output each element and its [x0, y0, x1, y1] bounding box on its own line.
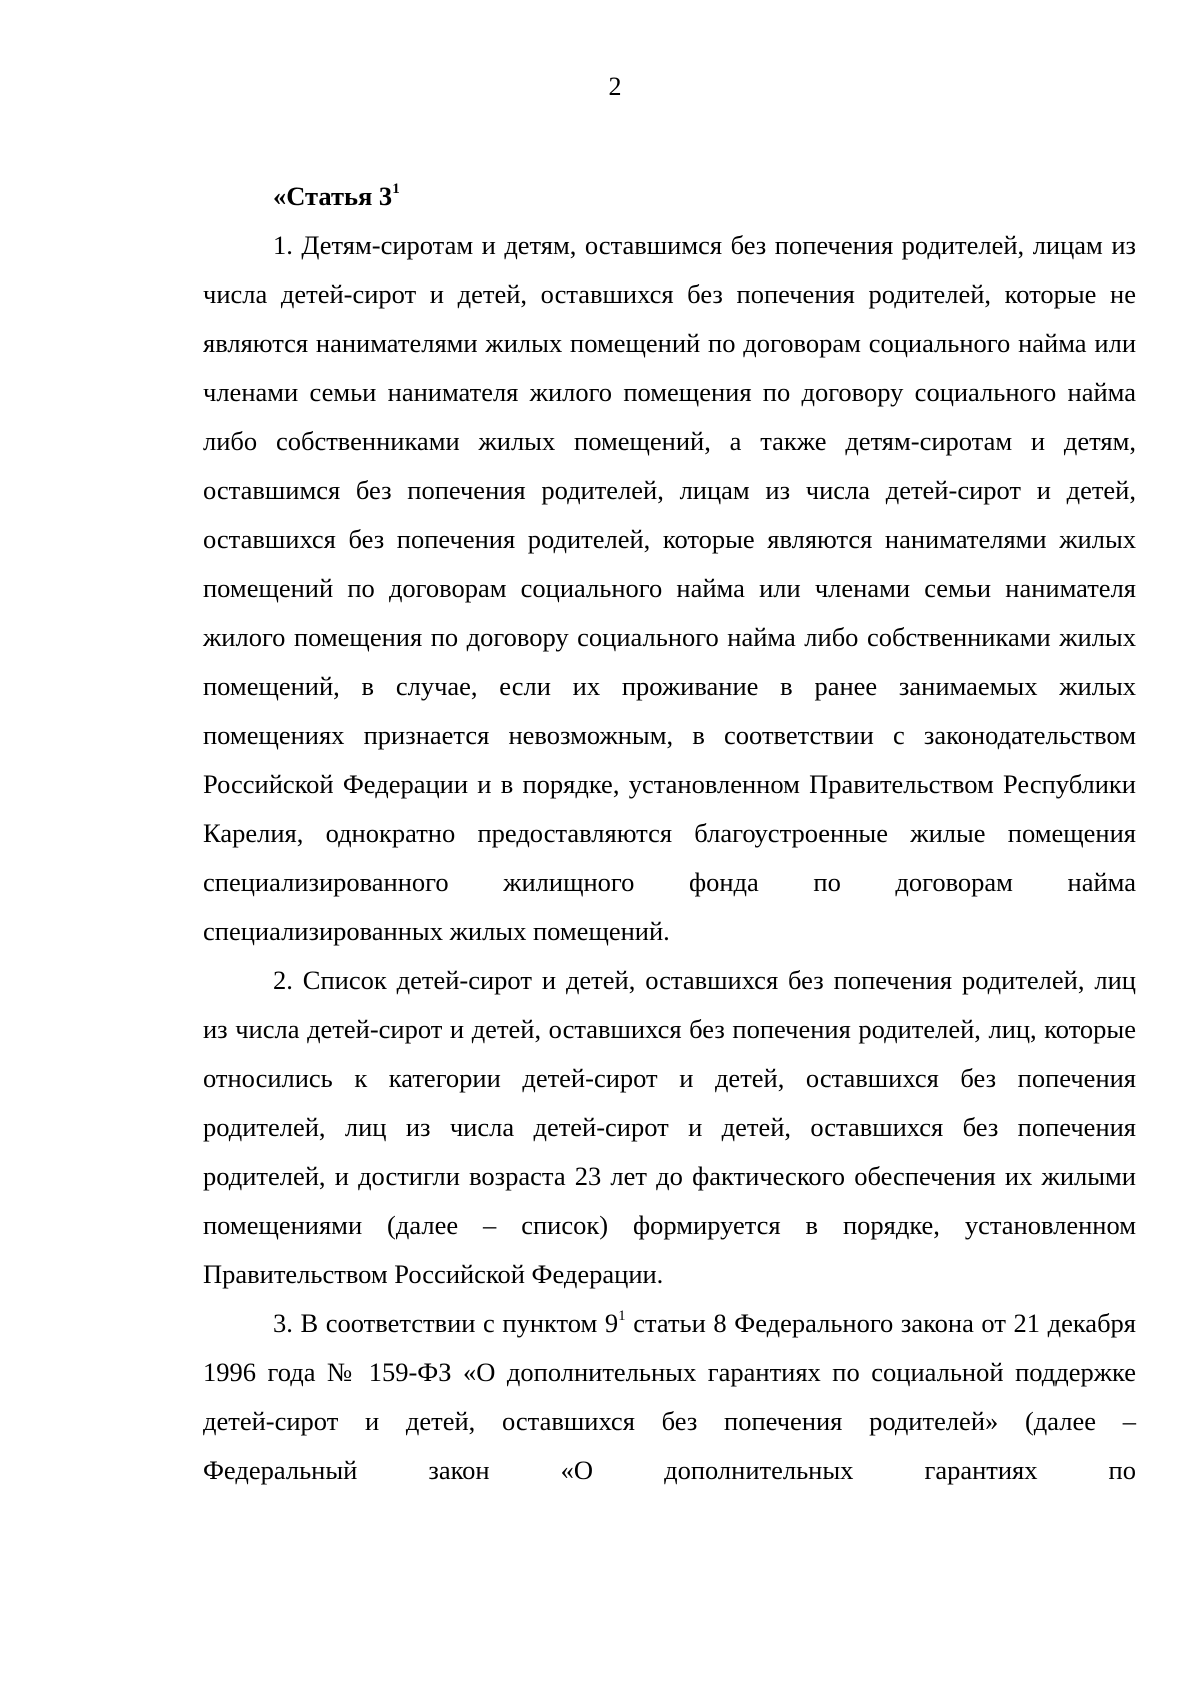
paragraph-1: 1. Детям-сиротам и детям, оставшимся без попечения родителей, лицам из числа детей-сирот и детей, оставшихся без попечения родителей, которые не являются нанимателями жилых помещений по договорам социального найма или членами семьи нанимателя жилого помещения по договору социального найма либо собственниками жилых помещений, а также детям-сиротам и детям, оставшимся без попечения родителей, лицам из числа детей-сирот и детей, оставшихся без попечения родителей, которые являются нанимателями жилых помещений по договорам социального найма или членами семьи нанимателя жилого помещения по договору социального найма либо собственниками жилых помещений, в случае, если их проживание в ранее занимаемых жилых помещениях признается невозможным, в соответствии с законодательством Российской Федерации и в порядке, установленном Правительством Республики Карелия, однократно предоставляются благоустроенные жилые помещения специализированного жилищного фонда по договорам найма специализированных жилых помещений.: [203, 230, 1136, 946]
page-number: 2: [608, 72, 622, 101]
paragraph-3-superscript: 1: [618, 1308, 626, 1325]
paragraph-2: 2. Список детей-сирот и детей, оставшихся без попечения родителей, лиц из числа детей-сирот и детей, оставшихся без попечения родителей, лиц, которые относились к категории детей-сирот и детей, оставшихся без попечения родителей, лиц из числа детей-сирот и детей, оставшихся без попечения родителей, и достигли возраста 23 лет до фактического обеспечения их жилыми помещениями (далее – список) формируется в порядке, установленном Правительством Российской Федерации.: [203, 965, 1136, 1289]
article-heading-text: «Статья 3: [273, 181, 393, 211]
document-body: [203, 172, 1136, 1495]
paragraph-3-start: 3. В соответствии с пунктом 9: [273, 1308, 619, 1338]
article-heading-superscript: 1: [392, 181, 400, 198]
article-heading: [273, 172, 1136, 221]
paragraph-3-rest: статьи 8 Федерального закона от 21 декабря 1996 года № 159-ФЗ «О дополнительных гарантиях по социальной поддержке детей-сирот и детей, оставшихся без попечения родителей» (далее – Федеральный закон «О дополнительных гарантиях по: [203, 1308, 1136, 1485]
paragraph-3: [203, 1299, 1136, 1495]
